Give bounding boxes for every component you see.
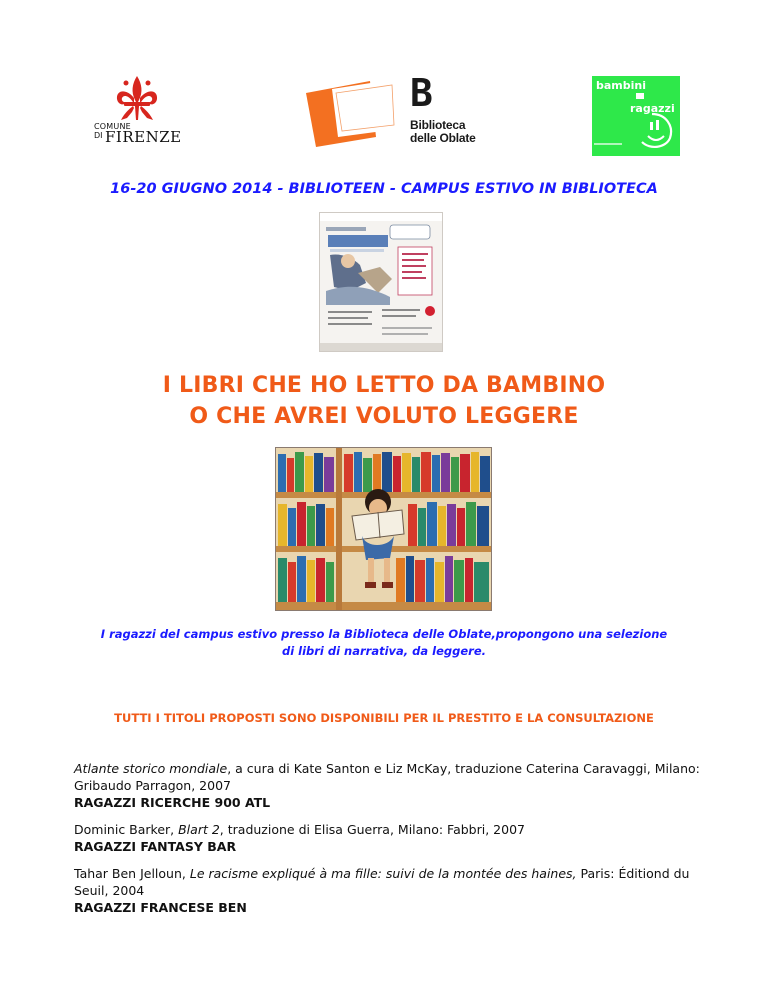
fleur-de-lis-icon: [112, 74, 162, 122]
book-entry: [74, 760, 704, 811]
firenze-name-label: FIRENZE: [105, 128, 182, 146]
oblate-letter: B: [410, 71, 433, 115]
book-title: Atlante storico mondiale: [74, 761, 228, 776]
biblioteca-oblate-logo: [302, 71, 482, 149]
availability-notice: TUTTI I TITOLI PROPOSTI SONO DISPONIBILI PER IL PRESTITO E LA CONSULTAZIONE: [114, 711, 654, 725]
comune-firenze-logo: [92, 74, 184, 150]
oblate-line2: delle Oblate: [410, 131, 476, 145]
book-author: Dominic Barker,: [74, 822, 179, 837]
bookshelf-reading-child-illustration: [275, 447, 492, 611]
firenze-comune-label: COMUNE: [94, 122, 131, 131]
main-title-line1: I LIBRI CHE HO LETTO DA BAMBINO: [162, 373, 606, 398]
book-entry: [74, 865, 704, 916]
book-author: Tahar Ben Jelloun,: [74, 866, 190, 881]
bambini-ragazzi-logo: [592, 76, 680, 156]
book-title: Le racisme expliqué à ma fille: suivi de la montée des haines,: [189, 866, 577, 881]
campus-intro-line2: di libri di narrativa, da leggere.: [281, 644, 487, 658]
main-title-line2: O CHE AVREI VOLUTO LEGGERE: [189, 404, 579, 429]
ragazzi-label: ragazzi: [630, 102, 675, 115]
book-location: RAGAZZI RICERCHE 900 ATL: [74, 795, 271, 810]
book-entry: [74, 821, 704, 855]
bambini-label: bambini: [596, 79, 647, 92]
event-heading: 16-20 GIUGNO 2014 - BIBLIOTEEN - CAMPUS ESTIVO IN BIBLIOTECA: [110, 181, 658, 197]
book-list: [74, 760, 704, 926]
book-details: Paris: Éditiond du Seuil, 2004: [74, 866, 690, 898]
book-details: , traduzione di Elisa Guerra, Milano: Fabbri, 2007: [219, 822, 525, 837]
oblate-book-mark-icon: [302, 79, 402, 149]
campus-intro-line1: I ragazzi del campus estivo presso la Biblioteca delle Oblate,propongono una selezione: [100, 627, 668, 641]
book-title: Blart 2: [178, 822, 220, 837]
main-title: [0, 370, 768, 432]
oblate-line1: Biblioteca: [410, 118, 466, 132]
campus-intro-text: [60, 626, 708, 660]
biblioteen-poster-image: [319, 212, 443, 352]
book-location: RAGAZZI FRANCESE BEN: [74, 900, 247, 915]
book-location: RAGAZZI FANTASY BAR: [74, 839, 237, 854]
book-details: , a cura di Kate Santon e Liz McKay, traduzione Caterina Caravaggi, Milano: Gribaudo Parragon, 2007: [74, 761, 700, 793]
firenze-di-label: DI: [94, 131, 103, 140]
